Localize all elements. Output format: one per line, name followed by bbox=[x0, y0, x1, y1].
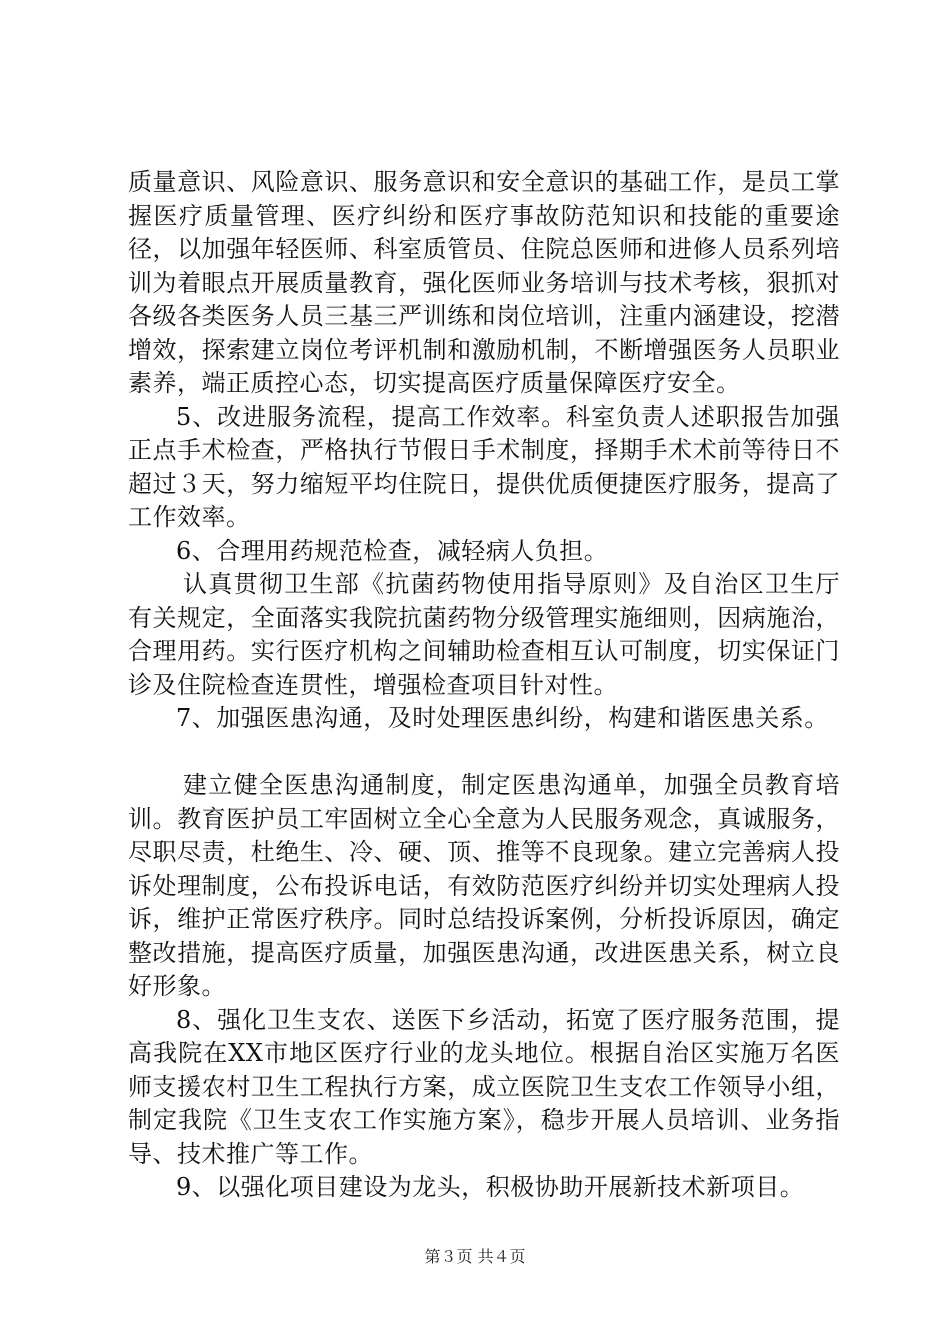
paragraph-antibiotics: 认真贯彻卫生部《抗菌药物使用指导原则》及自治区卫生厅有关规定，全面落实我院抗菌药物分级管理实施细则，因病施治，合理用药。实行医疗机构之间辅助检查相互认可制度，切实保证门诊及住院检查连贯性，增强检查项目针对性。 bbox=[128, 570, 840, 699]
paragraph-item-6: 6、合理用药规范检查，减轻病人负担。 bbox=[176, 536, 609, 565]
paragraph-item-9: 9、以强化项目建设为龙头，积极协助开展新技术新项目。 bbox=[176, 1173, 805, 1201]
paragraph-communication: 建立健全医患沟通制度，制定医患沟通单，加强全员教育培训。教育医护员工牢固树立全心全意为人民服务观念，真诚服务，尽职尽责，杜绝生、冷、硬、顶、推等不良现象。建立完善病人投诉处理制度，公布投诉电话，有效防范医疗纠纷并切实处理病人投诉，维护正常医疗秩序。同时总结投诉案例，分析投诉原因，确定整改措施，提高医疗质量，加强医患沟通，改进医患关系，树立良好形象。 bbox=[128, 771, 840, 1000]
paragraph-spacer bbox=[128, 736, 840, 770]
document-body bbox=[128, 166, 840, 1205]
paragraph-item-8: 8、强化卫生支农、送医下乡活动，拓宽了医疗服务范围，提高我院在XX市地区医疗行业的龙头地位。根据自治区实施万名医师支援农村卫生工程执行方案，成立医院卫生支农工作领导小组，制定我院《卫生支农工作实施方案》，稳步开展人员培训、业务指导、技术推广等工作。 bbox=[128, 1005, 840, 1168]
paragraph-quality-awareness: 质量意识、风险意识、服务意识和安全意识的基础工作，是员工掌握医疗质量管理、医疗纠纷和医疗事故防范知识和技能的重要途径，以加强年轻医师、科室质管员、住院总医师和进修人员系列培训为着眼点开展质量教育，强化医师业务培训与技术考核，狠抓对各级各类医务人员三基三严训练和岗位培训，注重内涵建设，挖潜增效，探索建立岗位考评机制和激励机制，不断增强医务人员职业素养，端正质控心态，切实提高医疗质量保障医疗安全。 bbox=[128, 168, 840, 397]
page-number-footer: 第３页 共４页 bbox=[424, 1247, 526, 1266]
paragraph-item-7: 7、加强医患沟通，及时处理医患纠纷，构建和谐医患关系。 bbox=[176, 704, 829, 732]
paragraph-item-5: 5、改进服务流程，提高工作效率。科室负责人述职报告加强正点手术检查，严格执行节假日手术制度，择期手术术前等待日不超过３天，努力缩短平均住院日，提供优质便捷医疗服务，提高了工作效率。 bbox=[128, 402, 840, 531]
